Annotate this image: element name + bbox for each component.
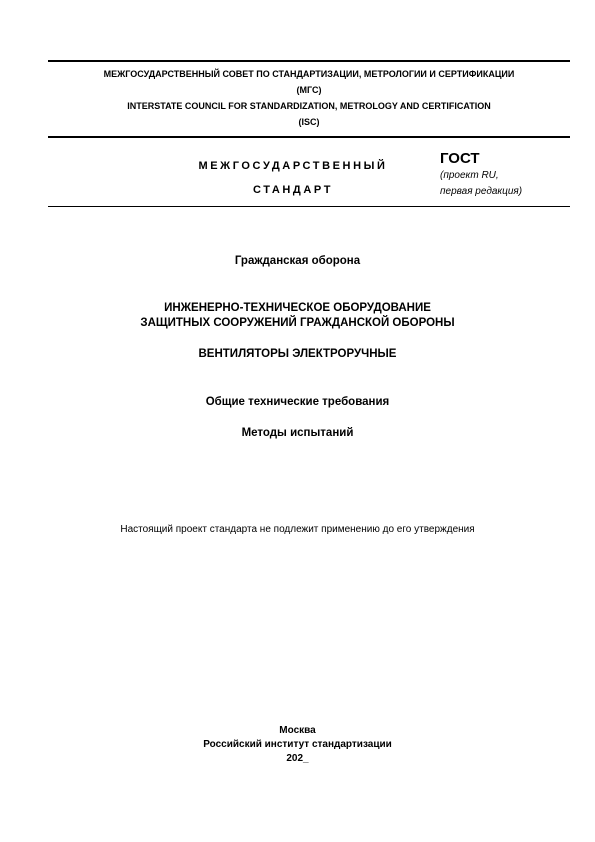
publication-year: 202_ (286, 753, 309, 764)
part-general-requirements: Общие технические требования (205, 396, 390, 408)
publisher-footer (40, 724, 555, 766)
council-abbr-ru: (МГС) (296, 85, 322, 95)
interstate-standard-line1: МЕЖГОСУДАРСТВЕННЫЙ (198, 160, 388, 172)
gost-label: ГОСТ (440, 150, 480, 167)
subject-heading: Гражданская оборона (234, 255, 361, 267)
draft-note (440, 168, 570, 200)
publisher-city: Москва (279, 725, 316, 736)
main-title-line1: ИНЖЕНЕРНО-ТЕХНИЧЕСКОЕ ОБОРУДОВАНИЕ (164, 302, 431, 314)
main-title (40, 301, 555, 331)
standard-designation (48, 148, 570, 207)
interstate-standard-label (188, 154, 398, 202)
council-abbr-en: (ISC) (298, 117, 320, 127)
main-title-line2: ЗАЩИТНЫХ СООРУЖЕНИЙ ГРАЖДАНСКОЙ ОБОРОНЫ (140, 317, 455, 329)
draft-note-line2: первая редакция) (440, 186, 523, 197)
gost-block (440, 150, 570, 200)
interstate-standard-line2: СТАНДАРТ (252, 184, 334, 196)
part-test-methods: Методы испытаний (241, 427, 354, 439)
product-title: ВЕНТИЛЯТОРЫ ЭЛЕКТРОРУЧНЫЕ (198, 348, 397, 360)
council-name-ru: МЕЖГОСУДАРСТВЕННЫЙ СОВЕТ ПО СТАНДАРТИЗАЦИИ, МЕТРОЛОГИИ И СЕРТИФИКАЦИИ (103, 69, 515, 79)
draft-notice: Настоящий проект стандарта не подлежит применению до его утверждения (120, 524, 475, 535)
publisher-institute: Российский институт стандартизации (203, 739, 392, 750)
council-header (48, 60, 570, 138)
draft-note-line1: (проект RU, (440, 170, 499, 181)
council-name-en: INTERSTATE COUNCIL FOR STANDARDIZATION, METROLOGY AND CERTIFICATION (127, 101, 491, 111)
